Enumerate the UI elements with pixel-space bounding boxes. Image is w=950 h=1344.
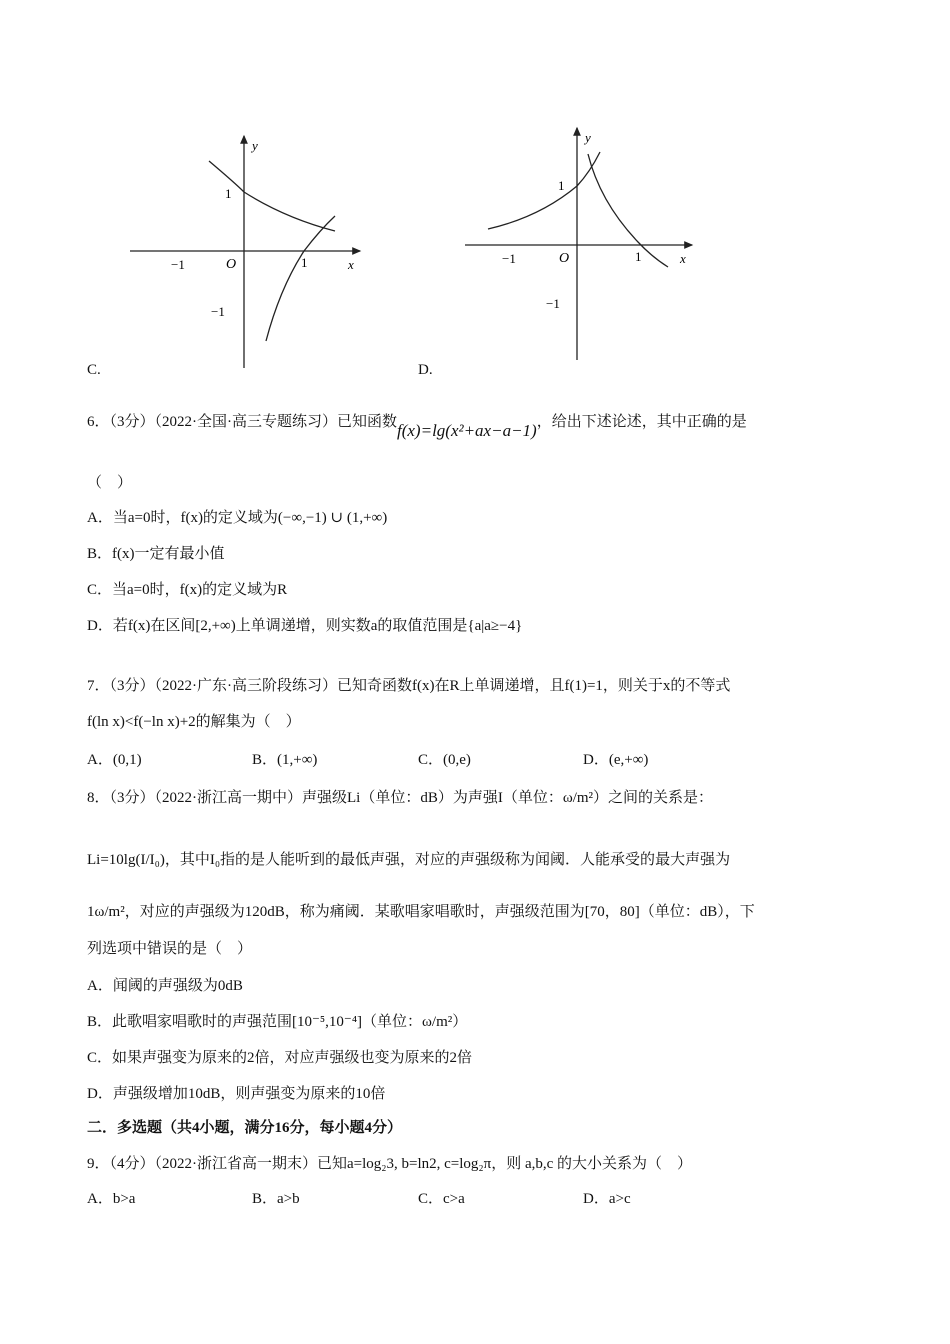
- q6-option-b[interactable]: B．f(x)一定有最小值: [87, 546, 225, 562]
- tick-y1: 1: [558, 178, 565, 193]
- q6-stem: [87, 410, 747, 440]
- q7-option-c[interactable]: C．(0,e): [418, 752, 471, 768]
- origin-label: O: [226, 257, 237, 272]
- q9-option-d[interactable]: D．a>c: [583, 1191, 631, 1207]
- q6-prefix: 6．（3分）（2022·全国·高三专题练习）已知函数: [87, 414, 397, 430]
- q9-stem: 9．（4分）（2022·浙江省高一期末）已知a=log₂3, b=ln2, c=log₂π，则 a,b,c 的大小关系为（ ）: [87, 1156, 693, 1172]
- q8-option-d[interactable]: D．声强级增加10dB，则声强变为原来的10倍: [87, 1086, 386, 1102]
- q8-option-b[interactable]: B．此歌唱家唱歌时的声强范围[10⁻⁵,10⁻⁴]（单位：ω/m²）: [87, 1014, 468, 1030]
- q6-formula: f(x)=lg(x²+ax−a−1): [397, 421, 537, 440]
- curve-log: [588, 154, 668, 267]
- graph-c-label: C.: [87, 362, 101, 378]
- q8-option-c[interactable]: C．如果声强变为原来的2倍，对应声强级也变为原来的2倍: [87, 1050, 473, 1066]
- q6-option-d[interactable]: D．若f(x)在区间[2,+∞)上单调递增，则实数a的取值范围是{a|a≥−4}: [87, 618, 523, 634]
- q8-option-a[interactable]: A．闻阈的声强级为0dB: [87, 978, 243, 994]
- tick-pos1: 1: [301, 255, 308, 270]
- q9-option-c[interactable]: C．c>a: [418, 1191, 465, 1207]
- q6-option-c[interactable]: C．当a=0时，f(x)的定义域为R: [87, 582, 288, 598]
- graph-d: [460, 122, 700, 362]
- q6-suffix: ，给出下述论述，其中正确的是: [536, 414, 747, 430]
- graph-d-label: D.: [418, 362, 433, 378]
- q8-stem-1: 8．（3分）（2022·浙江高一期中）声强级Li（单位：dB）为声强I（单位：ω/m²）之间的关系是：: [87, 790, 714, 806]
- curve-log: [266, 216, 335, 341]
- q9-option-b[interactable]: B．a>b: [252, 1191, 300, 1207]
- q8-stem-2: Li=10lg(I/I₀)，其中I₀指的是人能听到的最低声强，对应的声强级称为闻阈．人能承受的最大声强为: [87, 852, 731, 868]
- q7-stem-1: 7．（3分）（2022·广东·高三阶段练习）已知奇函数f(x)在R上单调递增，且f(1)=1，则关于x的不等式: [87, 678, 731, 694]
- q7-option-b[interactable]: B．(1,+∞): [252, 752, 318, 768]
- tick-neg1: −1: [171, 257, 185, 272]
- graph-c: [125, 128, 385, 378]
- origin-label: O: [559, 251, 570, 266]
- curve-exponential: [488, 152, 600, 229]
- q8-stem-4: 列选项中错误的是（ ）: [87, 941, 253, 957]
- q7-stem-2: f(ln x)<f(−ln x)+2的解集为（ ）: [87, 714, 301, 730]
- y-label: y: [252, 138, 258, 153]
- tick-neg1: −1: [502, 251, 516, 266]
- x-label: x: [680, 251, 686, 266]
- q7-option-d[interactable]: D．(e,+∞): [583, 752, 649, 768]
- q8-stem-3: 1ω/m²，对应的声强级为120dB，称为痛阈．某歌唱家唱歌时，声强级范围为[70，80]（单位：dB），下: [87, 904, 755, 920]
- q6-option-a[interactable]: A．当a=0时，f(x)的定义域为(−∞,−1) ∪ (1,+∞): [87, 510, 388, 526]
- tick-yneg1: −1: [211, 304, 225, 319]
- section-title: 二．多选题（共4小题，满分16分，每小题4分）: [87, 1120, 403, 1136]
- y-label: y: [585, 130, 591, 145]
- q6-paren: （ ）: [87, 475, 133, 491]
- tick-pos1: 1: [635, 249, 642, 264]
- x-label: x: [348, 257, 354, 272]
- q7-option-a[interactable]: A．(0,1): [87, 752, 142, 768]
- tick-y1: 1: [225, 186, 232, 201]
- q9-option-a[interactable]: A．b>a: [87, 1191, 136, 1207]
- tick-yneg1: −1: [546, 296, 560, 311]
